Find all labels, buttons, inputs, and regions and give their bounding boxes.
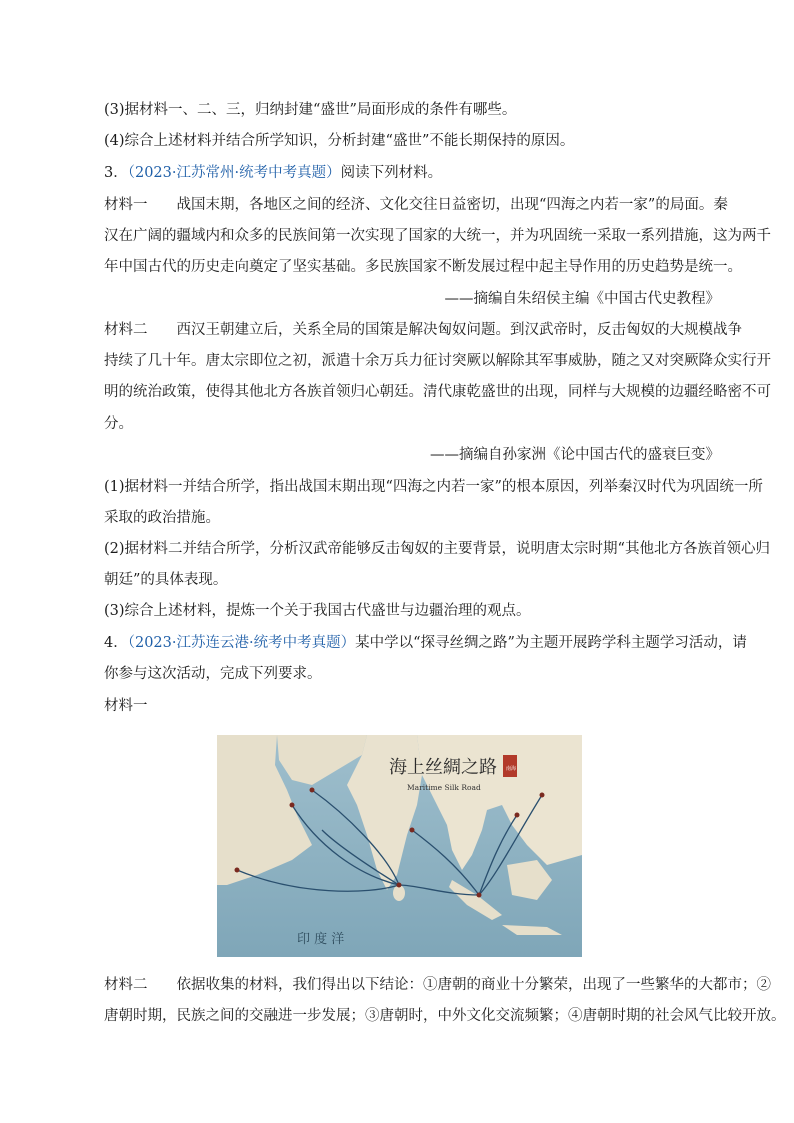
q3-header <box>104 163 442 183</box>
q2-item4: (4)综合上述材料并结合所学知识，分析封建“盛世”不能长期保持的原因。 <box>104 133 575 149</box>
q3-sub2-line1: (2)据材料二并结合所学，分析汉武帝能够反击匈奴的主要背景，说明唐太宗时期“其他北方各族首领心归 <box>104 541 770 557</box>
q3-sub2-line2: 朝廷”的具体表现。 <box>104 572 228 588</box>
seal-text: 南海 <box>506 766 517 772</box>
q4-m1-label: 材料一 <box>104 698 148 714</box>
map-graphic <box>217 735 582 957</box>
port-marker <box>540 793 545 798</box>
port-marker <box>310 788 315 793</box>
q3-m2-line1: 材料二 西汉王朝建立后，关系全局的国策是解决匈奴问题。到汉武帝时，反击匈奴的大规模战争 <box>104 322 742 338</box>
sea-label: 印 度 洋 <box>297 932 345 947</box>
port-marker <box>515 813 520 818</box>
port-marker <box>477 893 482 898</box>
q3-sub1-line1: (1)据材料一并结合所学，指出战国末期出现“四海之内若一家”的根本原因，列举秦汉时代为巩固统一所 <box>104 479 763 495</box>
q4-m2-line1: 材料二 依据收集的材料，我们得出以下结论：①唐朝的商业十分繁荣，出现了一些繁华的大都市；② <box>104 977 771 993</box>
q3-m2-line3: 明的统治政策，使得其他北方各族首领归心朝廷。清代康乾盛世的出现，同样与大规模的边疆经略密不可 <box>104 384 771 400</box>
q3-m1-line2: 汉在广阔的疆域内和众多的民族间第一次实现了国家的大统一，并为巩固统一采取一系列措施，这为两千 <box>104 228 771 244</box>
q3-m1-line3: 年中国古代的历史走向奠定了坚实基础。多民族国家不断发展过程中起主导作用的历史趋势是统一。 <box>104 259 742 275</box>
q3-sub3: (3)综合上述材料，提炼一个关于我国古代盛世与边疆治理的观点。 <box>104 603 531 619</box>
port-marker <box>290 803 295 808</box>
port-marker <box>410 828 415 833</box>
q3-m2-citation: ——摘编自孙家洲《论中国古代的盛衰巨变》 <box>430 447 720 463</box>
q4-line2: 你参与这次活动，完成下列要求。 <box>104 666 322 682</box>
q3-m1-line1: 材料一 战国末期，各地区之间的经济、文化交往日益密切，出现“四海之内若一家”的局面。秦 <box>104 197 728 213</box>
q4-m2-line2: 唐朝时期，民族之间的交融进一步发展；③唐朝时，中外文化交流频繁；④唐朝时期的社会风气比较开放。 <box>104 1008 786 1024</box>
q4-source[interactable]: （2023·江苏连云港·统考中考真题） <box>127 635 356 651</box>
q4-number: 4． <box>104 635 128 651</box>
q3-m2-line2: 持续了几十年。唐太宗即位之初，派遣十余万兵力征讨突厥以解除其军事威胁，随之又对突厥降众实行开 <box>104 353 771 369</box>
q3-m1-citation: ——摘编自朱绍侯主编《中国古代史教程》 <box>444 291 720 307</box>
q3-prompt: 阅读下列材料。 <box>340 165 443 181</box>
q4-line1: 某中学以“探寻丝绸之路”为主题开展跨学科主题学习活动，请 <box>355 635 747 651</box>
map-subtitle: Maritime Silk Road <box>407 783 481 792</box>
q3-sub1-line2: 采取的政治措施。 <box>104 510 220 526</box>
maritime-silk-road-map <box>217 735 582 957</box>
port-marker <box>235 868 240 873</box>
q3-m2-line4: 分。 <box>104 416 133 432</box>
map-title: 海上丝綢之路 <box>389 757 497 778</box>
q3-source[interactable]: （2023·江苏常州·统考中考真题） <box>127 165 341 181</box>
q4-header <box>104 633 747 653</box>
port-marker <box>397 883 402 888</box>
q3-number: 3． <box>104 165 128 181</box>
q2-item3: (3)据材料一、二、三，归纳封建“盛世”局面形成的条件有哪些。 <box>104 102 517 118</box>
